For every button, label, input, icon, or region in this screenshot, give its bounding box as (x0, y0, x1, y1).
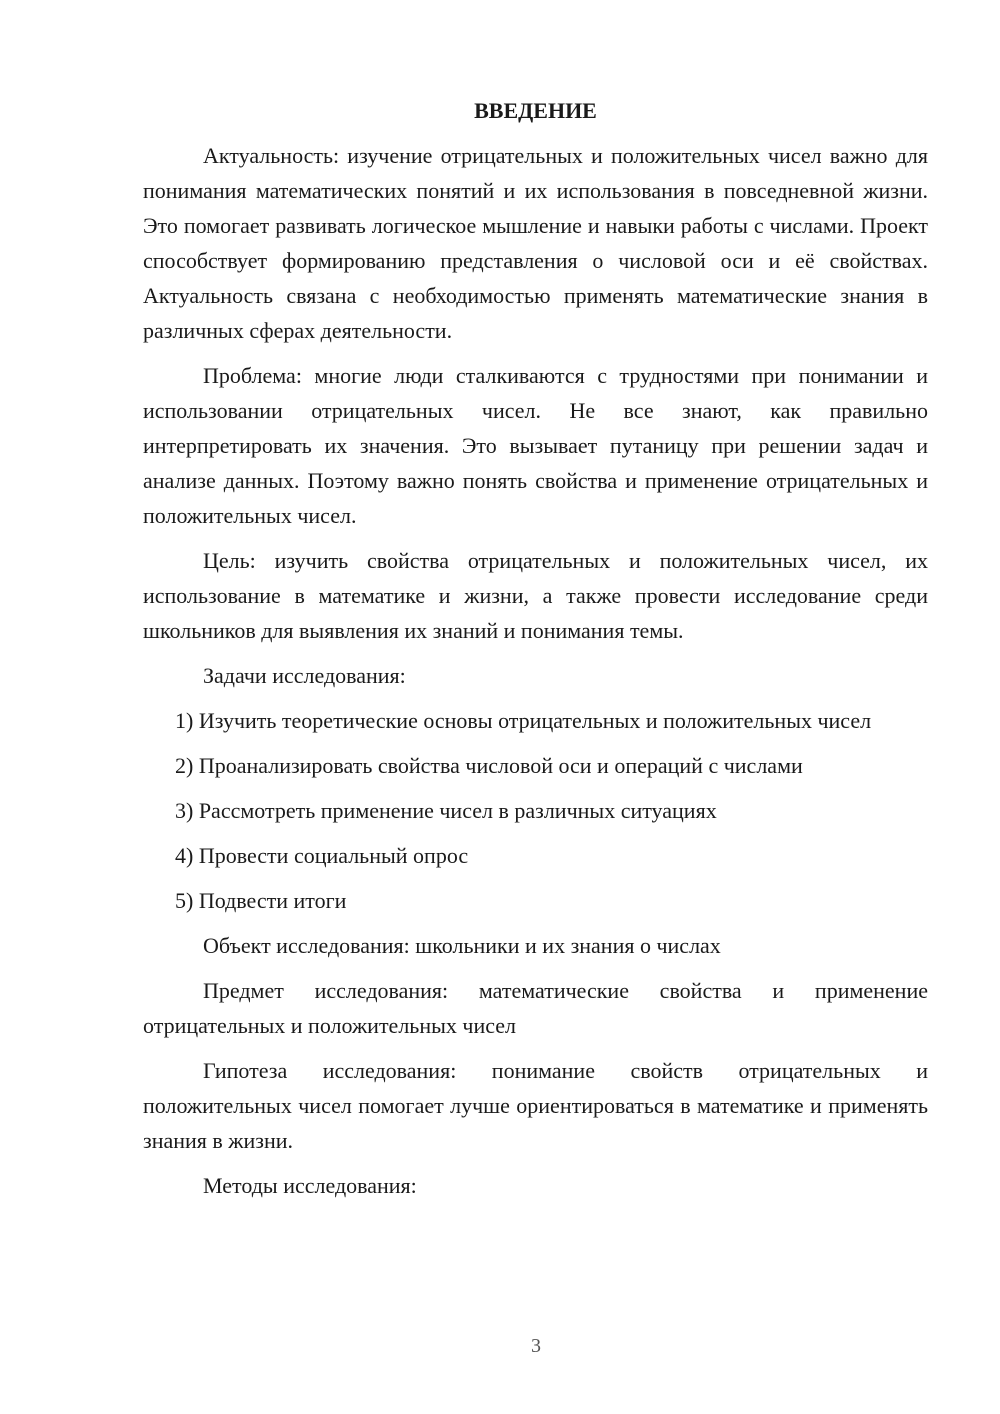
task-item: 3) Рассмотреть применение чисел в различных ситуациях (175, 798, 717, 823)
tasks-heading: Задачи исследования: (203, 663, 406, 688)
goal-paragraph: Цель: изучить свойства отрицательных и положительных чисел, их использование в математике и жизни, а также провести исследование среди школьников для выявления их знаний и понимания темы. (143, 548, 928, 643)
subject-paragraph: Предмет исследования: математические свойства и применение отрицательных и положительных чисел (143, 978, 928, 1038)
hypothesis-paragraph: Гипотеза исследования: понимание свойств отрицательных и положительных чисел помогает лучше ориентироваться в математике и применять знания в жизни. (143, 1058, 928, 1153)
page-content (143, 96, 928, 1213)
task-item: 1) Изучить теоретические основы отрицательных и положительных чисел (175, 708, 872, 733)
methods-heading: Методы исследования: (203, 1173, 417, 1198)
task-item: 4) Провести социальный опрос (175, 843, 469, 868)
relevance-paragraph: Актуальность: изучение отрицательных и положительных чисел важно для понимания математических понятий и их использования в повседневной жизни. Это помогает развивать логическое мышление и навыки работы с числами. Проект способствует формированию представления о числовой оси и её свойствах. Актуальность связана с необходимостью применять математические знания в различных сферах деятельности. (143, 143, 928, 343)
task-item: 2) Проанализировать свойства числовой оси и операций с числами (175, 753, 803, 778)
section-title: ВВЕДЕНИЕ (474, 98, 597, 123)
page-number: 3 (531, 1335, 541, 1357)
object-paragraph: Объект исследования: школьники и их знания о числах (203, 933, 721, 958)
problem-paragraph: Проблема: многие люди сталкиваются с трудностями при понимании и использовании отрицательных чисел. Не все знают, как правильно интерпретировать их значения. Это вызывает путаницу при решении задач и анализе данных. Поэтому важно понять свойства и применение отрицательных и положительных чисел. (143, 363, 928, 528)
task-item: 5) Подвести итоги (175, 888, 347, 913)
